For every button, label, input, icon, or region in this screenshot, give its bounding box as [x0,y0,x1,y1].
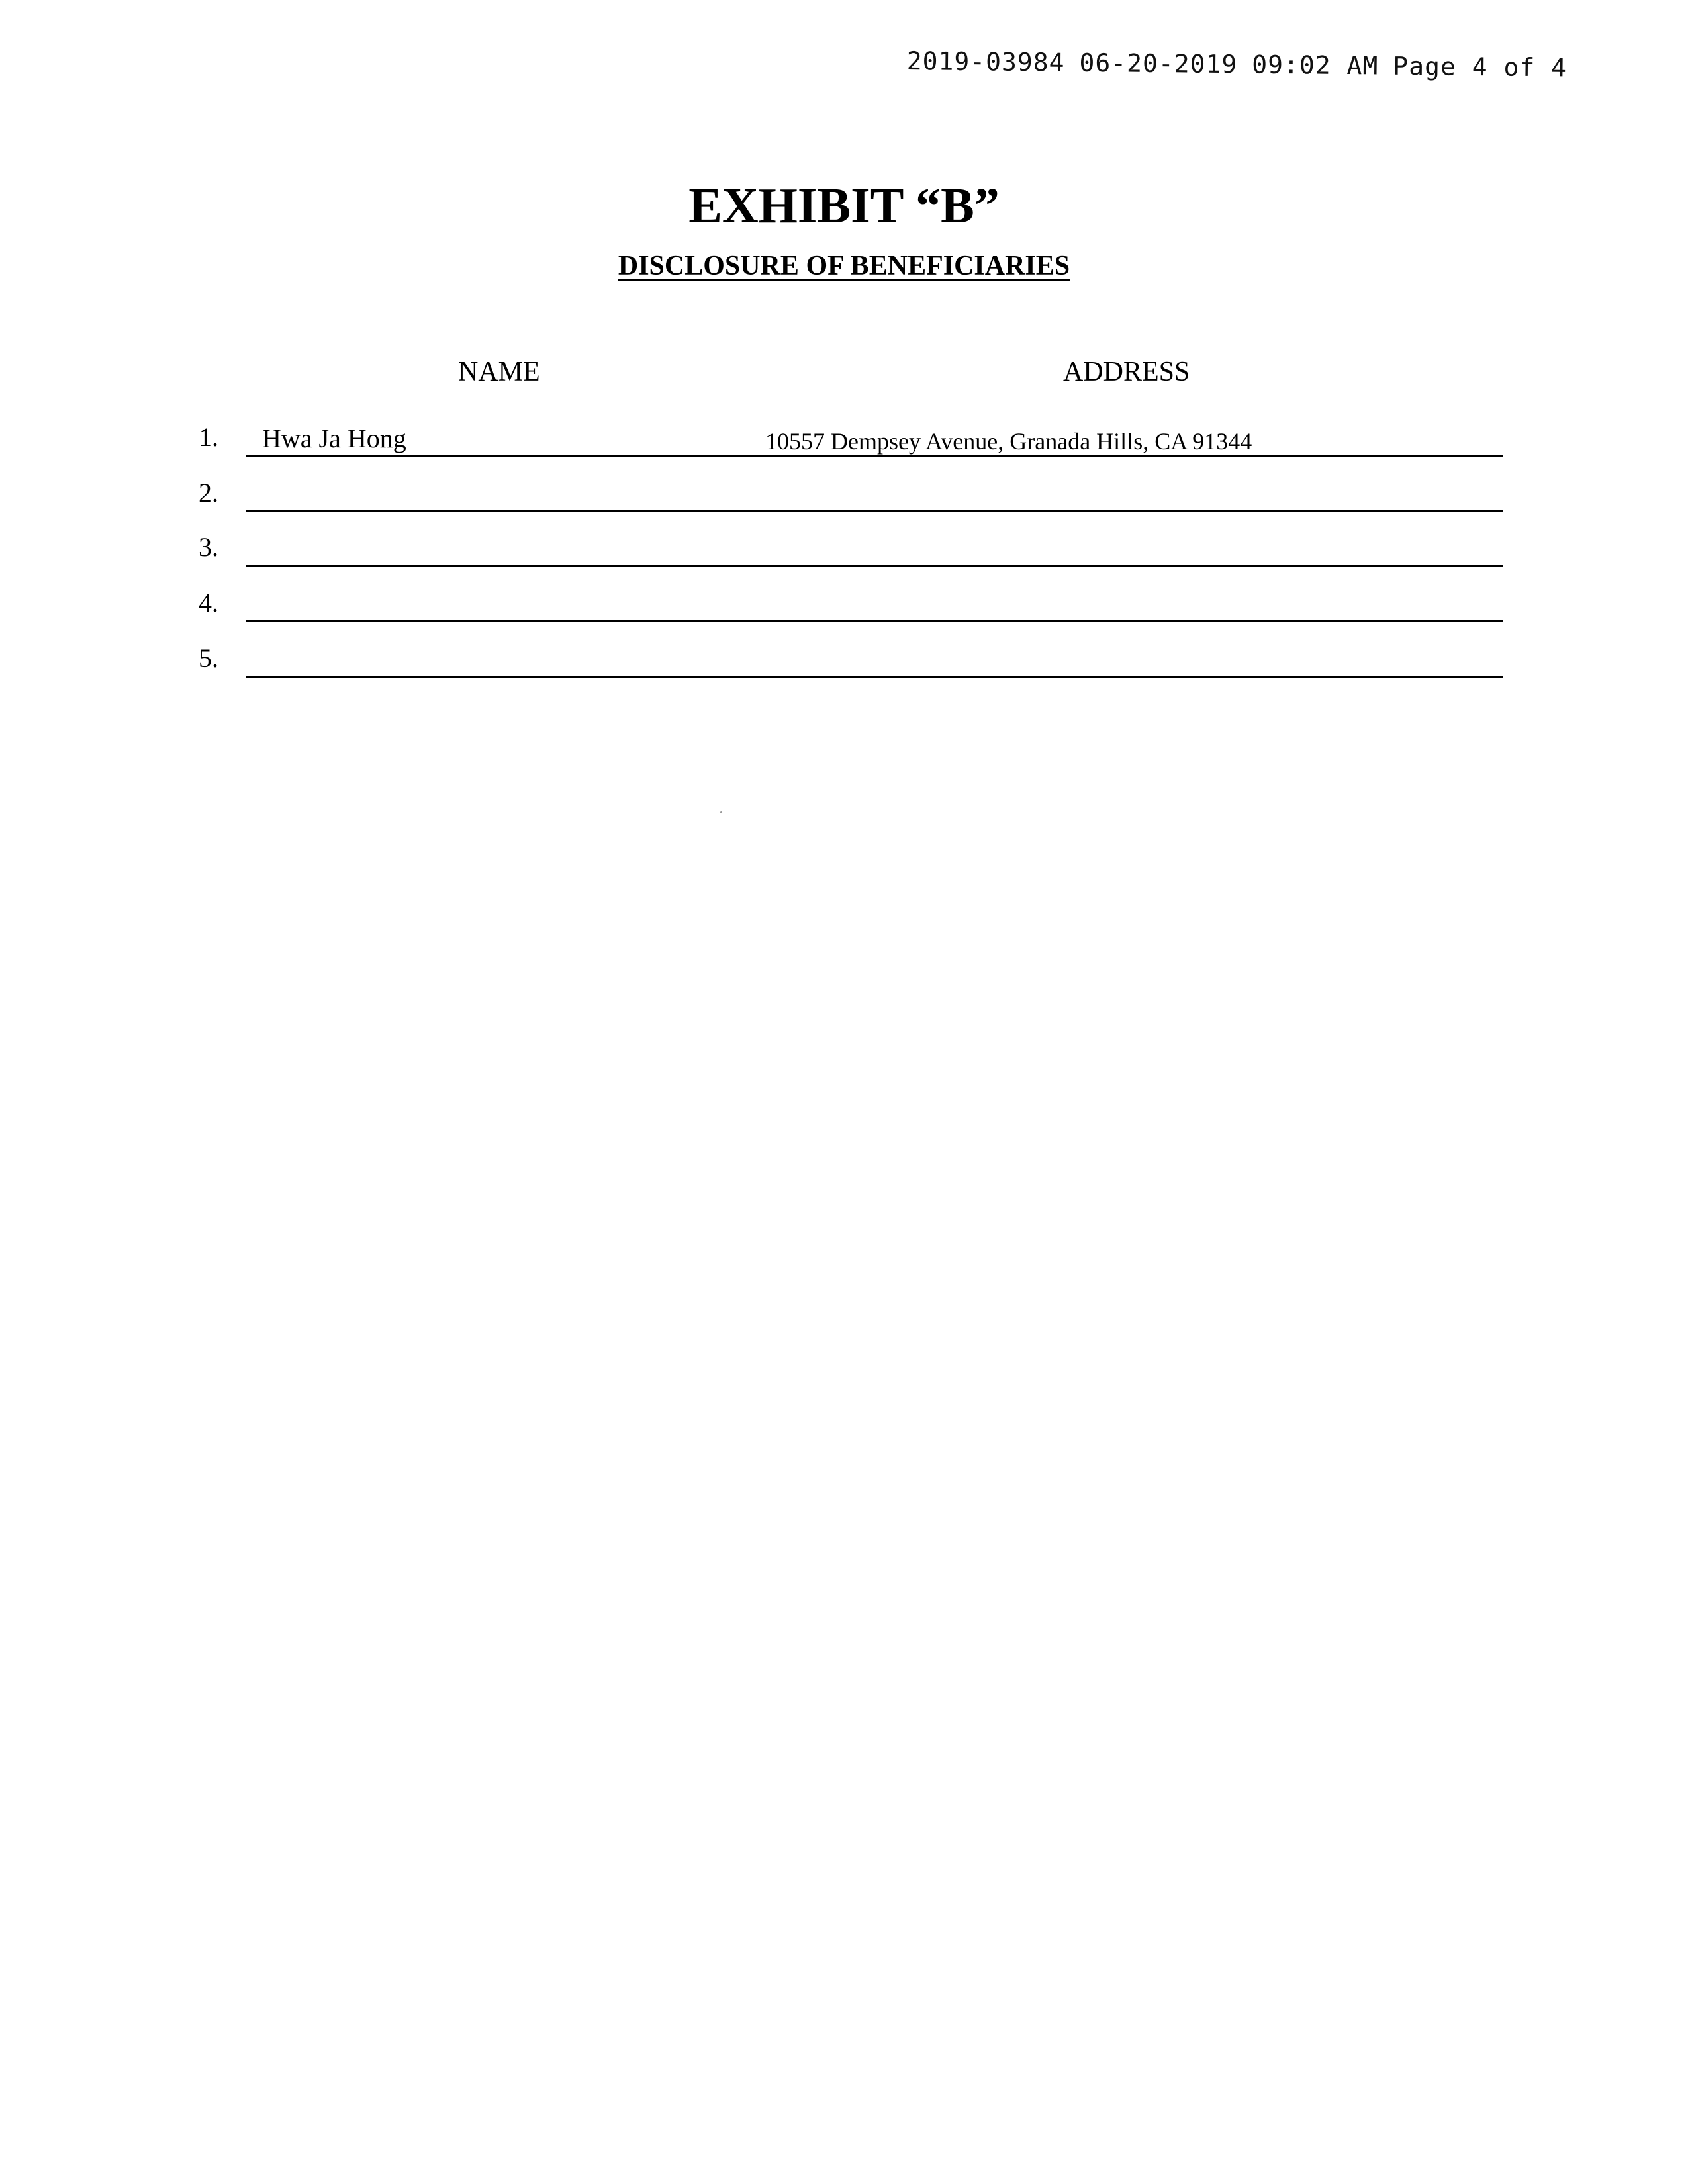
row-number: 3. [199,532,218,562]
address-column-header: ADDRESS [1063,357,1190,387]
beneficiary-row [199,473,1503,512]
beneficiary-row [199,417,1503,457]
filing-time: 09:02 AM [1252,50,1379,81]
entry-line [246,455,1503,457]
entry-line [246,510,1503,512]
row-number: 5. [199,643,218,673]
scan-speck [720,811,722,813]
row-number: 1. [199,422,218,452]
document-number: 2019-03984 [906,46,1065,77]
beneficiary-row [199,582,1503,622]
entry-line [246,620,1503,622]
exhibit-title: EXHIBIT “B” [688,178,1000,234]
exhibit-subtitle: DISCLOSURE OF BENEFICIARIES [618,251,1070,281]
filing-stamp [906,46,1568,83]
row-number: 2. [199,478,218,508]
page-indicator: Page 4 of 4 [1393,51,1568,83]
entry-line [246,676,1503,678]
filing-date: 06-20-2019 [1079,48,1238,79]
name-column-header: NAME [458,357,540,387]
row-number: 4. [199,588,218,617]
beneficiary-row [199,638,1503,678]
beneficiary-name: Hwa Ja Hong [262,424,406,453]
beneficiary-address: 10557 Dempsey Avenue, Granada Hills, CA 91344 [765,428,1252,455]
entry-line [246,565,1503,567]
beneficiary-row [199,527,1503,567]
